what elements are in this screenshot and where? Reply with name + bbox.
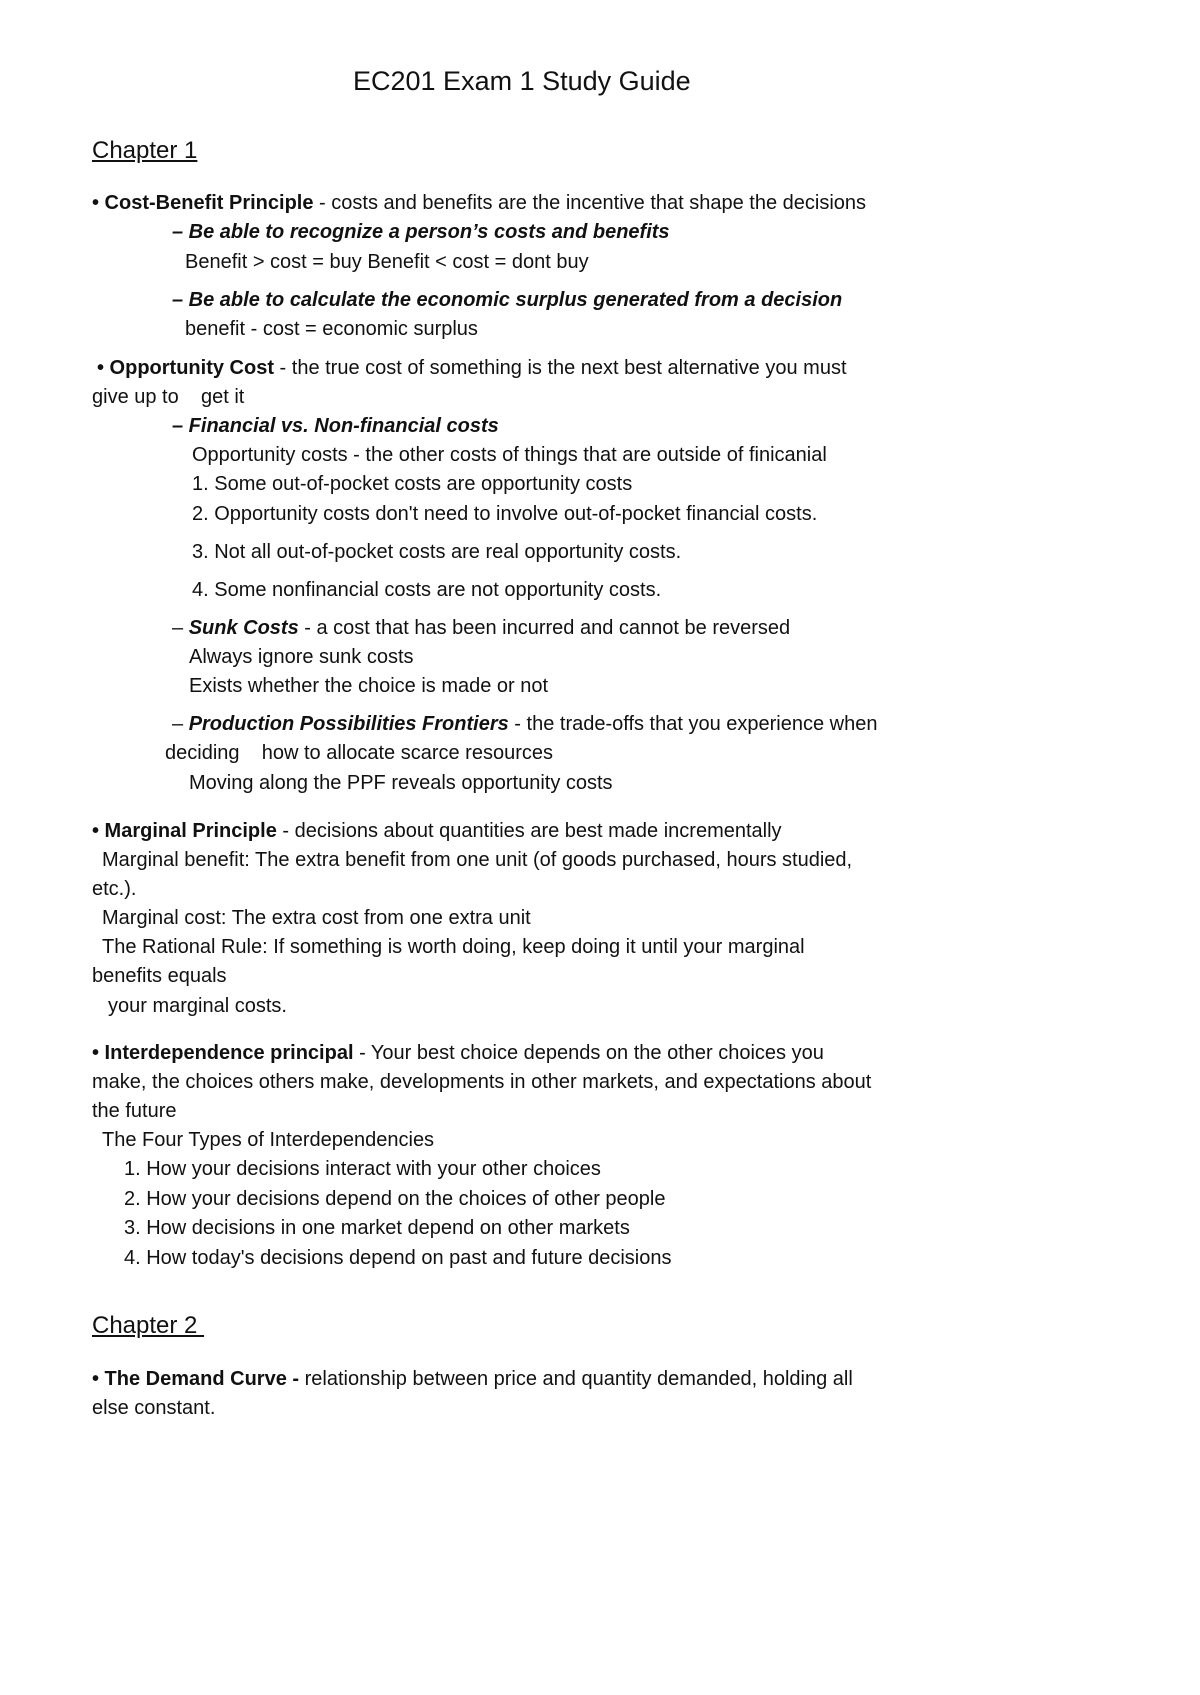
opportunity-cost-term: • Opportunity Cost <box>97 357 274 379</box>
marginal-benefit-line: Marginal benefit: The extra benefit from one unit (of goods purchased, hours studied, <box>102 849 853 871</box>
interdependence-types-heading: The Four Types of Interdependencies <box>102 1129 435 1151</box>
interdependence-type-2: 2. How your decisions depend on the choices of other people <box>124 1188 666 1210</box>
demand-curve-term: • The Demand Curve - <box>92 1368 305 1390</box>
financial-costs-item-1: 1. Some out-of-pocket costs are opportunity costs <box>192 473 633 495</box>
ppf-term: Production Possibilities Frontiers <box>188 713 509 735</box>
opportunity-cost-definition-cont: give up to get it <box>92 386 245 408</box>
marginal-principle-term: • Marginal Principle <box>92 820 277 842</box>
marginal-cost-line: Marginal cost: The extra cost from one extra unit <box>102 907 531 929</box>
cost-benefit-subpoint-recognize: – Be able to recognize a person’s costs and benefits <box>172 221 670 243</box>
cost-benefit-note-rule: Benefit > cost = buy Benefit < cost = dont buy <box>185 251 589 273</box>
opportunity-cost-line <box>97 358 847 378</box>
interdependence-definition: - Your best choice depends on the other choices you <box>353 1042 824 1064</box>
interdependence-type-1: 1. How your decisions interact with your other choices <box>124 1158 601 1180</box>
marginal-benefit-line-cont: etc.). <box>92 878 137 900</box>
marginal-principle-definition: - decisions about quantities are best made incrementally <box>276 820 782 842</box>
cost-benefit-line <box>92 193 866 213</box>
financial-costs-note: Opportunity costs - the other costs of things that are outside of finicanial <box>192 444 827 466</box>
financial-costs-heading: – Financial vs. Non-financial costs <box>172 415 499 437</box>
opportunity-cost-definition: - the true cost of something is the next best alternative you must <box>273 357 847 379</box>
rational-rule-line: The Rational Rule: If something is worth doing, keep doing it until your marginal <box>102 936 805 958</box>
ppf-definition: - the trade-offs that you experience when <box>508 713 878 735</box>
ppf-line: – Production Possibilities Frontiers - the trade-offs that you experience when <box>172 713 878 735</box>
financial-costs-item-2: 2. Opportunity costs don't need to involve out-of-pocket financial costs. <box>192 503 818 525</box>
sunk-costs-note-exists: Exists whether the choice is made or not <box>189 675 549 697</box>
sunk-costs-term: Sunk Costs <box>188 617 299 639</box>
cost-benefit-subpoint-calculate: – Be able to calculate the economic surplus generated from a decision <box>172 289 843 311</box>
financial-costs-item-4: 4. Some nonfinancial costs are not opportunity costs. <box>192 579 662 601</box>
interdependence-term: • Interdependence principal <box>92 1042 354 1064</box>
ppf-note: Moving along the PPF reveals opportunity costs <box>189 772 613 794</box>
demand-curve-line <box>92 1369 853 1389</box>
rational-rule-line-end: your marginal costs. <box>108 995 287 1017</box>
marginal-principle-line <box>92 821 782 841</box>
cost-benefit-definition: - costs and benefits are the incentive that shape the decisions <box>313 192 867 214</box>
cost-benefit-term: • Cost-Benefit Principle <box>92 192 314 214</box>
interdependence-definition-end: the future <box>92 1100 177 1122</box>
page-title: EC201 Exam 1 Study Guide <box>353 66 691 96</box>
sunk-costs-line: – Sunk Costs - a cost that has been incurred and cannot be reversed <box>172 617 791 639</box>
interdependence-definition-cont: make, the choices others make, developments in other markets, and expectations about <box>92 1071 872 1093</box>
sunk-costs-note-ignore: Always ignore sunk costs <box>189 646 414 668</box>
financial-costs-item-3: 3. Not all out-of-pocket costs are real opportunity costs. <box>192 541 682 563</box>
interdependence-type-3: 3. How decisions in one market depend on other markets <box>124 1217 630 1239</box>
chapter-2-heading: Chapter 2 <box>92 1312 205 1339</box>
sunk-costs-definition: - a cost that has been incurred and cannot be reversed <box>298 617 791 639</box>
interdependence-line <box>92 1043 824 1063</box>
cost-benefit-note-surplus: benefit - cost = economic surplus <box>185 318 478 340</box>
ppf-definition-cont: deciding how to allocate scarce resources <box>165 742 553 764</box>
rational-rule-line-cont: benefits equals <box>92 965 227 987</box>
demand-curve-definition: relationship between price and quantity demanded, holding all <box>304 1368 853 1390</box>
demand-curve-definition-cont: else constant. <box>92 1397 216 1419</box>
chapter-1-heading: Chapter 1 <box>92 137 198 164</box>
interdependence-type-4: 4. How today's decisions depend on past and future decisions <box>124 1247 672 1269</box>
